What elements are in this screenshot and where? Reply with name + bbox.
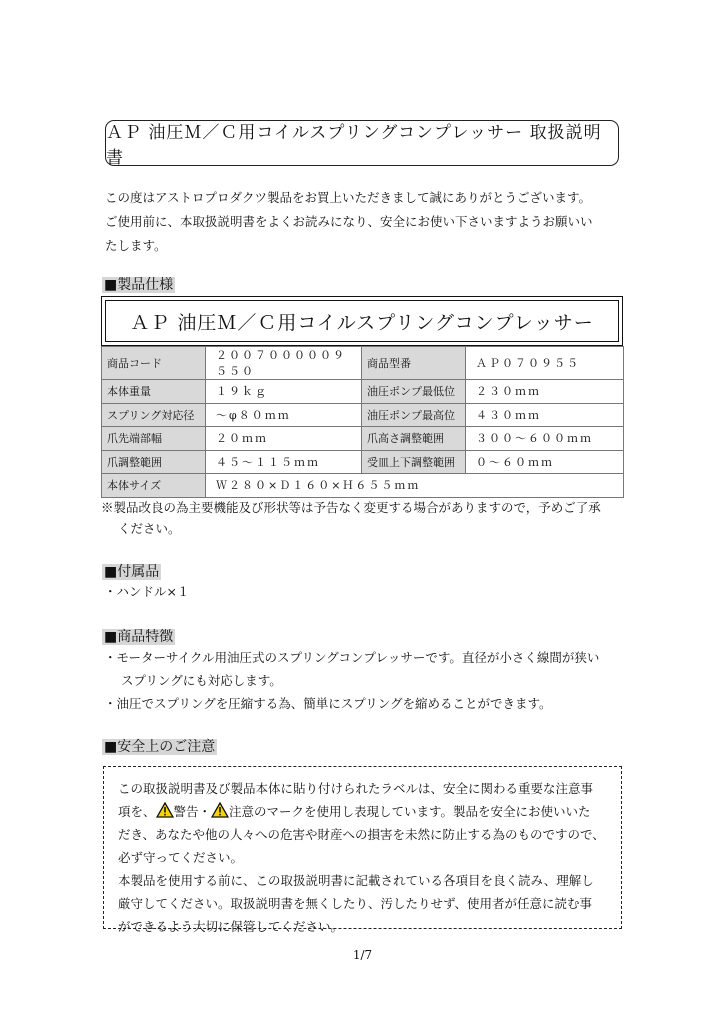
safety-line (118, 800, 611, 823)
spec-value: ４３０ｍｍ (466, 403, 624, 427)
table-row (102, 427, 624, 451)
accessories-heading-text: ■付属品 (104, 564, 160, 580)
document-title: ＡＰ 油圧Ｍ／Ｃ用コイルスプリングコンプレッサー 取扱説明書 (105, 120, 619, 166)
safety-line: ができるよう大切に保管してください。 (118, 919, 344, 934)
intro-line: ご使用前に、本取扱説明書をよくお読みになり、安全にお使い下さいますようお願いい (105, 214, 593, 229)
accessory-item: ・ハンドル×１ (104, 584, 190, 599)
safety-line: だき、あなたや他の人々への危害や財産への損害を未然に防止する為のものですので、 (118, 827, 605, 842)
spec-label: 爪高さ調整範囲 (362, 427, 466, 451)
spec-value: ３００～６００ｍｍ (466, 427, 624, 451)
feature-line: スプリングにも対応します。 (121, 673, 282, 688)
note-line: ください。 (118, 521, 181, 536)
spec-heading-text: ■製品仕様 (104, 277, 174, 293)
spec-label: 商品コード (102, 347, 206, 380)
spec-label: 受皿上下調整範囲 (362, 450, 466, 474)
product-name: ＡＰ 油圧Ｍ／Ｃ用コイルスプリングコンプレッサー (105, 300, 619, 342)
spec-value: ２００７０００００９５５０ (206, 347, 362, 380)
note-line: ※製品改良の為主要機能及び形状等は予告なく変更する場合がありますので，予めご了承 (101, 500, 601, 515)
feature-line: ・油圧でスプリングを圧縮する為、簡単にスプリングを縮めることができます。 (104, 696, 552, 711)
table-row (102, 474, 624, 498)
safety-heading-text: ■安全上のご注意 (104, 739, 216, 755)
page-number: 1/7 (352, 948, 373, 962)
spec-label: 油圧ポンプ最高位 (362, 403, 466, 427)
spec-table (101, 346, 624, 498)
spec-value: １９ｋｇ (206, 380, 362, 404)
caution-icon (211, 802, 229, 818)
table-row (102, 347, 624, 380)
spec-label: 本体重量 (102, 380, 206, 404)
table-row (102, 403, 624, 427)
safety-line: この取扱説明書及び製品本体に貼り付けられたラベルは、安全に関わる重要な注意事 (118, 781, 594, 796)
spec-value: ４５～１１５ｍｍ (206, 450, 362, 474)
features-heading-text: ■商品特徴 (104, 629, 174, 645)
spec-note (101, 497, 626, 539)
spec-value: ０～６０ｍｍ (466, 450, 624, 474)
product-name-frame (101, 296, 623, 346)
spec-label: 本体サイズ (102, 474, 206, 498)
spec-heading (102, 274, 175, 294)
features-heading (102, 626, 175, 646)
safety-text: 項を、 (118, 804, 156, 819)
safety-notice-box (103, 766, 622, 934)
spec-value: ２３０ｍｍ (466, 380, 624, 404)
safety-heading (102, 736, 217, 756)
spec-label: 爪先端部幅 (102, 427, 206, 451)
accessories-heading (102, 561, 161, 581)
spec-value: Ｗ２８０×Ｄ１６０×Ｈ６５５ｍｍ (206, 474, 624, 498)
spec-label: 油圧ポンプ最低位 (362, 380, 466, 404)
safety-line: 必ず守ってください。 (118, 850, 244, 865)
intro-line: この度はアストロプロダクツ製品をお買上いただきまして誠にありがとうございます。 (105, 190, 592, 205)
warning-icon (156, 802, 174, 818)
intro-paragraph (105, 186, 625, 258)
spec-label: 爪調整範囲 (102, 450, 206, 474)
safety-line: 本製品を使用する前に、この取扱説明書に記載されている各項目を良く読み、理解し (118, 873, 594, 888)
table-row (102, 380, 624, 404)
spec-value: ～φ８０ｍｍ (206, 403, 362, 427)
table-row (102, 450, 624, 474)
spec-value: ２０ｍｍ (206, 427, 362, 451)
spec-label: 商品型番 (362, 347, 466, 380)
feature-line: ・モーターサイクル用油圧式のスプリングコンプレッサーです。直径が小さく線間が狭い (104, 650, 600, 665)
intro-line: たします。 (105, 238, 167, 253)
spec-label: スプリング対応径 (102, 403, 206, 427)
caution-label: 注意のマークを使用し表現しています。製品を安全にお使いいた (229, 804, 591, 819)
spec-value: ＡＰ０７０９５５ (466, 347, 624, 380)
safety-line: 厳守してください。取扱説明書を無くしたり、汚したりせず、使用者が任意に読む事 (118, 896, 593, 911)
warning-label: 警告・ (173, 804, 212, 819)
